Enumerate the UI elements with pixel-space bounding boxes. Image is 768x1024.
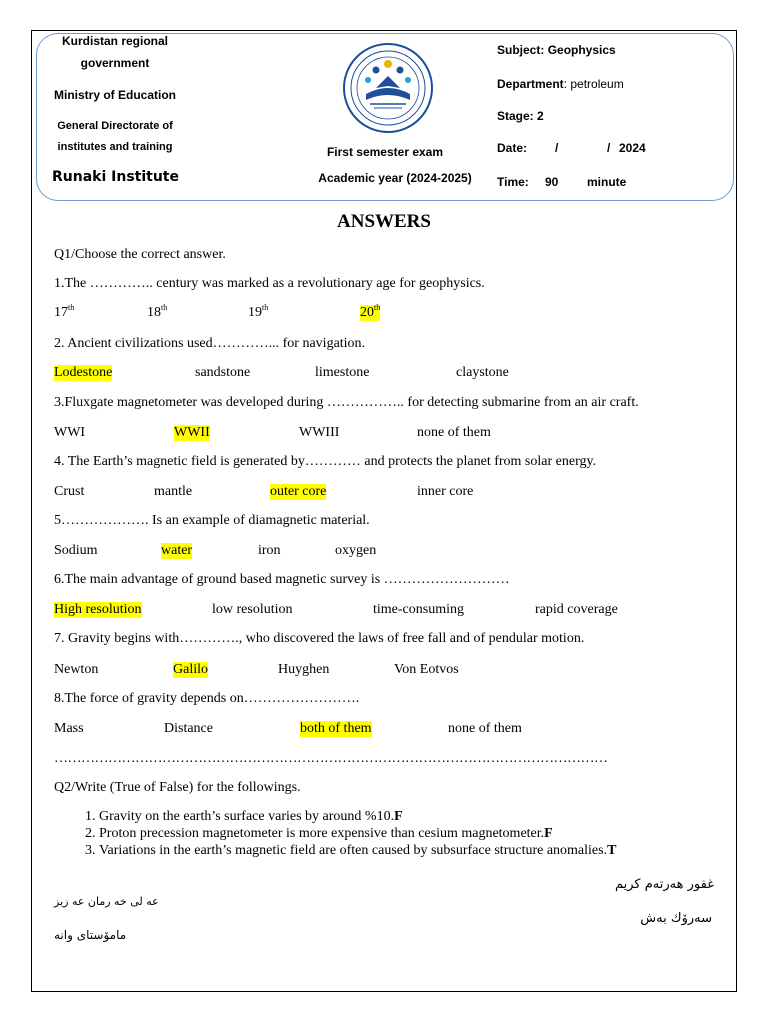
q1-option-20th-answer: 20th	[360, 303, 381, 320]
header-directorate-line1: General Directorate of	[57, 120, 173, 132]
q2-option-sandstone: sandstone	[195, 365, 251, 380]
q7-option-huyghen: Huyghen	[278, 662, 330, 677]
institute-logo-icon	[340, 42, 436, 134]
q5-option-oxygen: oxygen	[335, 543, 377, 558]
page-title: ANSWERS	[337, 211, 431, 232]
tf-item: 2. Proton precession magnetometer is more expensive than cesium magnetometer.F	[99, 825, 616, 842]
header-subject: Subject: Geophysics	[497, 43, 616, 57]
true-false-list	[54, 808, 616, 859]
tf-item: 1. Gravity on the earth’s surface varies by around %10.F	[99, 808, 616, 825]
q2-option-claystone: claystone	[456, 365, 509, 380]
header-directorate-line2: institutes and training	[57, 141, 173, 153]
q1-heading: Q1/Choose the correct answer.	[54, 247, 226, 262]
head-of-department-name: غفور هەرتەم کریم	[614, 877, 714, 892]
question-7: 7. Gravity begins with…………., who discovered the laws of free fall and of pendular motion.	[54, 631, 585, 646]
q1-option-17th: 17th	[54, 303, 75, 320]
header-ministry: Ministry of Education	[53, 88, 176, 102]
section-separator: ……………………………………………………………………………………………………………	[54, 751, 608, 766]
q3-option-wwii-answer: WWII	[174, 425, 210, 440]
header-date: Date: / / 2024	[497, 141, 646, 155]
header-academic-year: Academic year (2024-2025)	[318, 171, 472, 185]
q2-heading: Q2/Write (True of False) for the followings.	[54, 780, 301, 795]
q6-option-time-consuming: time-consuming	[373, 602, 464, 617]
q7-option-galilo-answer: Galilo	[173, 662, 208, 677]
q5-option-water-answer: water	[161, 543, 193, 558]
q8-option-both-answer: both of them	[300, 721, 372, 736]
question-6: 6.The main advantage of ground based magnetic survey is ………………………	[54, 572, 510, 587]
header-institute-name: Runaki Institute	[52, 169, 179, 185]
header-region-line1: Kurdistan regional	[61, 34, 168, 48]
q3-option-wwiii: WWIII	[299, 425, 340, 440]
header-stage: Stage: 2	[497, 109, 544, 123]
header-time: Time: 90 minute	[497, 175, 627, 189]
q1-option-18th: 18th	[147, 303, 168, 320]
q4-option-crust: Crust	[54, 484, 85, 499]
q1-option-19th: 19th	[248, 303, 269, 320]
question-2: 2. Ancient civilizations used…………... for navigation.	[54, 336, 366, 351]
q7-option-von-eotvos: Von Eotvos	[394, 662, 459, 677]
header-exam: First semester exam	[326, 145, 444, 159]
question-3: 3.Fluxgate magnetometer was developed during …………….. for detecting submarine from an air craft.	[54, 395, 639, 410]
q8-option-distance: Distance	[164, 721, 213, 736]
header-department: Department: petroleum	[497, 77, 624, 91]
header-region-line2: government	[80, 56, 150, 70]
q4-option-inner-core: inner core	[417, 484, 474, 499]
q6-option-high-resolution-answer: High resolution	[54, 602, 142, 617]
question-8: 8.The force of gravity depends on…………………….	[54, 691, 360, 706]
q4-option-outer-core-answer: outer core	[270, 484, 327, 499]
q8-option-none: none of them	[448, 721, 522, 736]
q3-option-none: none of them	[417, 425, 491, 440]
tf-item: 3. Variations in the earth’s magnetic field are often caused by subsurface structure anomalies.T	[99, 842, 616, 859]
q7-option-newton: Newton	[54, 662, 99, 677]
q4-option-mantle: mantle	[154, 484, 193, 499]
q6-option-rapid-coverage: rapid coverage	[535, 602, 618, 617]
q3-option-wwi: WWI	[54, 425, 86, 440]
question-1: 1.The ………….. century was marked as a revolutionary age for geophysics.	[54, 276, 485, 291]
head-of-department-title: سەرۆك بەش	[640, 911, 712, 926]
q6-option-low-resolution: low resolution	[212, 602, 293, 617]
question-4: 4. The Earth’s magnetic field is generated by………… and protects the planet from solar energy.	[54, 454, 597, 469]
q2-option-limestone: limestone	[315, 365, 370, 380]
teacher-name: عه لی خه رمان عه زیز	[54, 895, 159, 908]
teacher-title: مامۆستای وانه	[54, 928, 127, 942]
question-5: 5………………. Is an example of diamagnetic material.	[54, 513, 370, 528]
q5-option-iron: iron	[258, 543, 281, 558]
q2-option-lodestone-answer: Lodestone	[54, 365, 113, 380]
q8-option-mass: Mass	[54, 721, 84, 736]
q5-option-sodium: Sodium	[54, 543, 98, 558]
